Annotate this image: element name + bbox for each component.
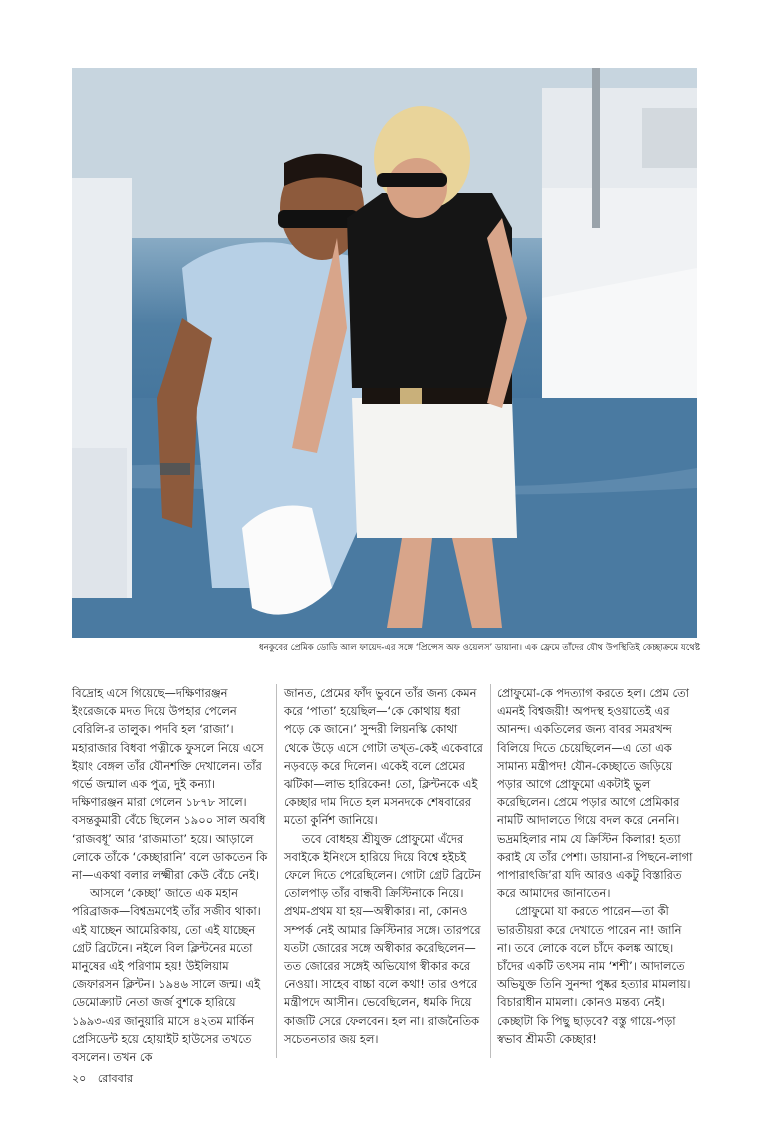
magazine-section: রোববার: [97, 1072, 134, 1085]
photo-caption: ধনকুবের প্রেমিক ডোডি আল ফায়েদ-এর সঙ্গে ‘প্রিন্সেস অফ ওয়েলস’ ডায়ানা। এক ফ্রেমে তাঁদের যৌথ উপস্থিতিই কেচ্ছাক্রমে যথেষ্ট: [258, 643, 700, 653]
paragraph: প্রোফুমো-কে পদত্যাগ করতে হল। প্রেম তো এমনই বিশ্বজয়ী! অপদস্থ হওয়াতেই এর আনন্দ। একতিলের জন্য বাবর সমরখন্দ বিলিয়ে দিতে চেয়েছিলেন—এ তো এক সামান্য মন্ত্রীপদ! যৌন-কেচ্ছাতে জড়িয়ে পড়ার আগে প্রোফুমো একটাই ভুল করেছিলেন। প্রেমে পড়ার আগে প্রেমিকার নামটি আদালতে গিয়ে বদল করে নেননি। ভদ্রমহিলার নাম যে ক্রিস্টিন কিলার! হত্যা করাই যে তাঁর পেশা। ডায়ানা-র পিছনে-লাগা পাপারাৎজি’রা যদি আরও একটু বিস্তারিত করে আমাদের জানাতেন।: [497, 686, 693, 901]
text-column-2: [284, 684, 484, 1048]
column-divider: [490, 684, 491, 1058]
paragraph: আসলে ‘কেচ্ছা’ জাতে এক মহান পরিব্রাজক—বিশ্বভ্রমণেই তাঁর সজীব থাকা। এই যাচ্ছেন আমেরিকায়, তো এই যাচ্ছেন গ্রেট ব্রিটেনে। নইলে বিল ক্লিন্টনের মতো মানুষের এই পরিণাম হয়! উইলিয়াম জেফারসন ক্লিন্টন। ১৯৪৬ সালে জন্ম। এই ডেমোক্র্যাট নেতা জর্জ বুশকে হারিয়ে ১৯৯৩-এর জানুয়ারি মাসে ৪২তম মার্কিন প্রেসিডেন্ট হয়ে হোয়াইট হাউসের তখতে বসলেন। তখন কে: [72, 886, 261, 1065]
paragraph: জানত, প্রেমের ফাঁদ ভুবনে তাঁর জন্য কেমন করে ‘পাতা’ হয়েছিল—‘কে কোথায় ধরা পড়ে কে জানে।’ সুন্দরী লিয়নস্কি কোথা থেকে উড়ে এসে গোটা তখ্ত-কেই একেবারে নড়বড়ে করে দিলেন। একেই বলে প্রেমের ঝটিকা—লাভ হারিকেন! তো, ক্লিন্টনকে এই কেচ্ছার দাম দিতে হল মসনদকে শেষবারের মতো কুর্নিশ জানিয়ে।: [284, 686, 483, 828]
page-footer: [72, 1070, 141, 1089]
paragraph: তবে বোধহয় শ্রীযুক্ত প্রোফুমো এঁদের সবাইকে ইনিংসে হারিয়ে দিয়ে বিশ্বে হইচই ফেলে দিতে পেরেছিলেন। গোটা গ্রেট ব্রিটেন তোলপাড় তাঁর বান্ধবী ক্রিস্টিনাকে নিয়ে। প্রথম-প্রথম যা হয়—অস্বীকার। না, কোনও সম্পর্ক নেই আমার ক্রিস্টিনার সঙ্গে। তারপরে যতটা জোরের সঙ্গে অস্বীকার করেছিলেন—তত জোরের সঙ্গেই অভিযোগ স্বীকার করে নেওয়া। সাহেব বাচ্চা বলে কথা! তার ওপরে মন্ত্রীপদে আসীন। ভেবেছিলেন, ধমকি দিয়ে কাজটি সেরে ফেলবেন। হল না। রাজনৈতিক সচেতনতার জয় হল।: [284, 831, 481, 1046]
photo-illustration: [72, 68, 697, 638]
paragraph: বিদ্রোহ এসে গিয়েছে—দক্ষিণারঞ্জন ইংরেজকে মদত দিয়ে উপহার পেলেন বেরিলি-র তালুক। পদবি হল ‘রাজা’। মহারাজার বিধবা পত্নীকে ফুসলে নিয়ে এসে ইয়াং বেঙ্গল তাঁর যৌনশক্তি দেখালেন। তাঁর গর্ভে জন্মাল এক পুত্র, দুই কন্যা। দক্ষিণারঞ্জন মারা গেলেন ১৮৭৮ সালে। বসন্তকুমারী বেঁচে ছিলেন ১৯০০ সাল অবধি ‘রাজবধূ’ আর ‘রাজমাতা’ হয়ে। আড়ালে লোকে তাঁকে ‘কেচ্ছারানি’ বলে ডাকতেন কি না—একথা বলার লক্ষ্মীরা কেউ বেঁচে নেই।: [72, 686, 268, 883]
text-column-1: [72, 684, 270, 1066]
text-column-3: [497, 684, 697, 1048]
feature-photo: [72, 68, 697, 638]
column-divider: [276, 684, 277, 1058]
page-number: ২০: [72, 1072, 87, 1085]
paragraph: প্রোফুমো যা করতে পারেন—তা কী ভারতীয়রা করে দেখাতে পারেন না! জানি না। তবে লোকে বলে চাঁদে কলঙ্ক আছে। চাঁদের একটি তৎসম নাম ‘শশী’। আদালতে অভিযুক্ত তিনি সুনন্দা পুষ্কর হত্যার মামলায়। বিচারাধীন মামলা। কোনও মন্তব্য নেই। কেচ্ছাটা কি পিছু ছাড়বে? বস্তু গায়ে-পড়া স্বভাব শ্রীমতী কেচ্ছার!: [497, 904, 691, 1046]
